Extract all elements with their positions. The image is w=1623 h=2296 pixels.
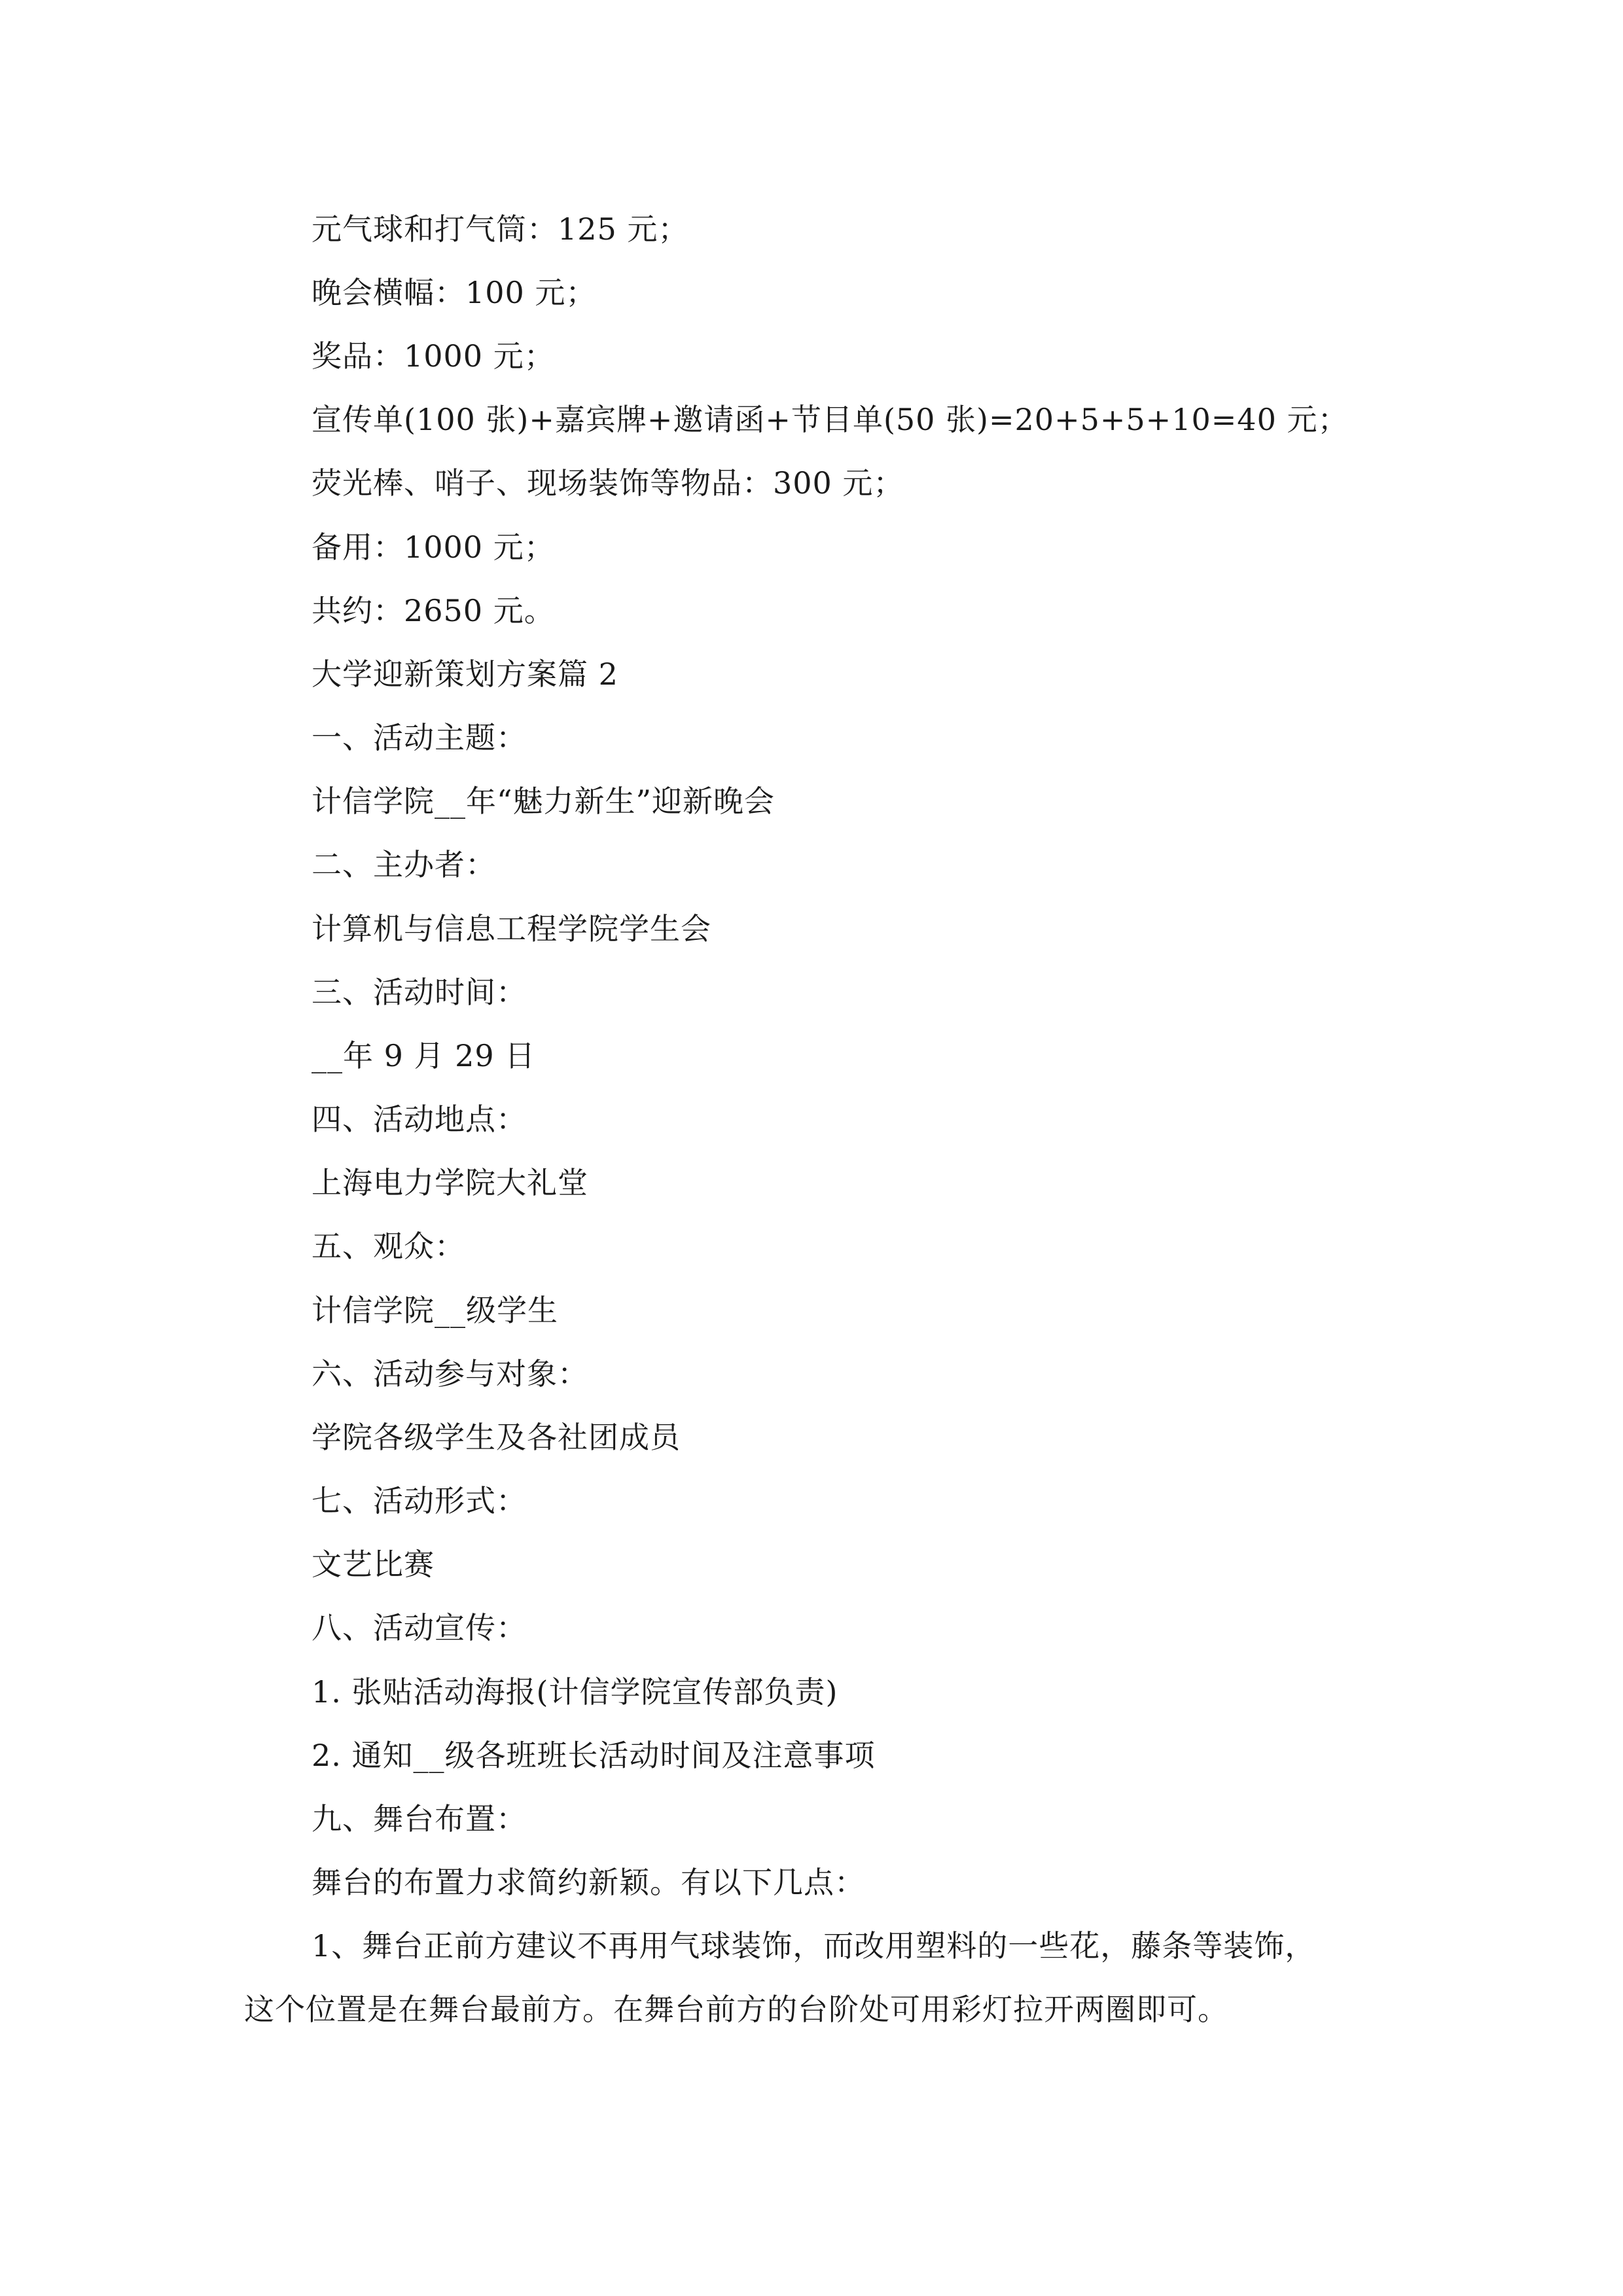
heading-stage: 九、舞台布置： xyxy=(312,1801,527,1837)
heading-format: 七、活动形式： xyxy=(312,1483,527,1518)
text-line-balloons: 元气球和打气筒：125 元； xyxy=(312,211,689,247)
heading-promotion: 八、活动宣传： xyxy=(312,1610,527,1645)
heading-location: 四、活动地点： xyxy=(312,1102,527,1137)
text-line-organizer: 计算机与信息工程学院学生会 xyxy=(312,911,711,946)
text-line-banner: 晚会横幅：100 元； xyxy=(312,275,597,310)
text-line-stage-intro: 舞台的布置力求简约新颖。有以下几点： xyxy=(312,1865,865,1900)
text-line-prizes: 奖品：1000 元； xyxy=(312,338,555,374)
text-line-promotion-1: 1. 张贴活动海报(计信学院宣传部负责) xyxy=(312,1674,838,1710)
section-title: 大学迎新策划方案篇 2 xyxy=(312,656,618,692)
text-line-participants: 学院各级学生及各社团成员 xyxy=(312,1420,681,1455)
text-line-leaflets: 宣传单(100 张)+嘉宾牌+邀请函+节目单(50 张)=20+5+5+10=40 元； xyxy=(312,402,1349,437)
heading-time: 三、活动时间： xyxy=(312,975,527,1010)
text-line-total: 共约：2650 元。 xyxy=(312,593,555,628)
text-line-stage-1-cont: 这个位置是在舞台最前方。在舞台前方的台阶处可用彩灯拉开两圈即可。 xyxy=(244,1992,1228,2027)
text-line-promotion-2: 2. 通知__级各班班长活动时间及注意事项 xyxy=(312,1738,876,1773)
text-line-format: 文艺比赛 xyxy=(312,1547,435,1582)
text-line-location: 上海电力学院大礼堂 xyxy=(312,1165,588,1200)
text-line-glowsticks: 荧光棒、哨子、现场装饰等物品：300 元； xyxy=(312,465,904,501)
heading-participants: 六、活动参与对象： xyxy=(312,1356,588,1391)
text-line-audience: 计信学院__级学生 xyxy=(312,1293,558,1328)
heading-theme: 一、活动主题： xyxy=(312,720,527,755)
text-line-reserve: 备用：1000 元； xyxy=(312,529,555,565)
heading-organizer: 二、主办者： xyxy=(312,847,496,882)
heading-audience: 五、观众： xyxy=(312,1229,465,1264)
text-line-stage-1: 1、舞台正前方建议不再用气球装饰，而改用塑料的一些花，藤条等装饰， xyxy=(312,1928,1316,1964)
text-line-theme: 计信学院__年“魅力新生”迎新晚会 xyxy=(312,783,776,819)
text-line-time: __年 9 月 29 日 xyxy=(312,1038,536,1073)
